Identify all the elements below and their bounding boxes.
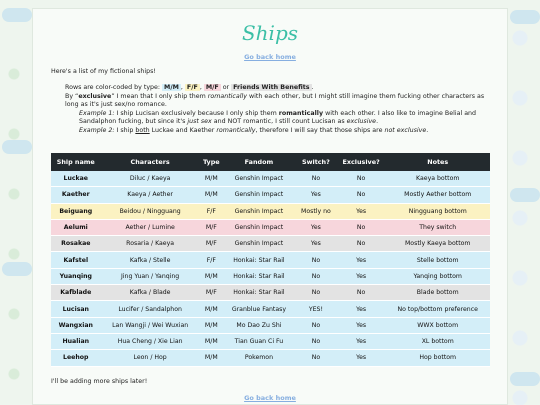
cell-fandom: Mo Dao Zu Shi bbox=[223, 317, 295, 333]
cell-notes: No top/bottom preference bbox=[385, 301, 490, 317]
cell-type: M/F bbox=[200, 236, 223, 252]
cell-exclusive: Yes bbox=[337, 252, 386, 268]
cloud-decoration bbox=[2, 140, 32, 154]
cell-fandom: Honkai: Star Rail bbox=[223, 252, 295, 268]
cell-characters: Leon / Hop bbox=[101, 350, 200, 366]
cell-notes: WWX bottom bbox=[385, 317, 490, 333]
cell-exclusive: No bbox=[337, 171, 386, 187]
back-home-link-bottom[interactable]: Go back home bbox=[244, 394, 296, 402]
cell-ship-name: Lucisan bbox=[51, 301, 101, 317]
cell-characters: Jing Yuan / Yanqing bbox=[101, 268, 200, 284]
cell-type: M/M bbox=[200, 268, 223, 284]
example-1: Example 1: I ship Lucisan exclusively because I only ship them romantically with each other. I also like to imagine Belial and Sandalphon fucking, but since it's just sex and NOT romantic, I still count Lucisan as exclusive. bbox=[79, 109, 477, 126]
cell-characters: Kaeya / Aether bbox=[101, 187, 200, 203]
cell-type: M/F bbox=[200, 285, 223, 301]
cell-switch: Yes bbox=[295, 219, 337, 235]
cell-fandom: Granblue Fantasy bbox=[223, 301, 295, 317]
cell-switch: YES! bbox=[295, 301, 337, 317]
cell-type: M/M bbox=[200, 187, 223, 203]
ships-table bbox=[51, 153, 490, 367]
cell-notes: They switch bbox=[385, 219, 490, 235]
cell-ship-name: Kafblade bbox=[51, 285, 101, 301]
table-row bbox=[51, 301, 490, 317]
cell-notes: Mostly Kaeya bottom bbox=[385, 236, 490, 252]
cell-notes: Yanqing bottom bbox=[385, 268, 490, 284]
cell-type: M/M bbox=[200, 317, 223, 333]
cell-type: M/M bbox=[200, 333, 223, 349]
cell-notes: Ningguang bottom bbox=[385, 203, 490, 219]
cloud-decoration bbox=[510, 372, 540, 386]
cell-switch: No bbox=[295, 252, 337, 268]
table-row bbox=[51, 333, 490, 349]
header-notes: Notes bbox=[385, 153, 490, 171]
tag-fwb: Friends With Benefits bbox=[233, 84, 310, 91]
cell-type: M/M bbox=[200, 171, 223, 187]
cell-exclusive: No bbox=[337, 285, 386, 301]
cell-ship-name: Kafstel bbox=[51, 252, 101, 268]
table-row bbox=[51, 350, 490, 366]
header-type: Type bbox=[200, 153, 223, 171]
cell-fandom: Honkai: Star Rail bbox=[223, 285, 295, 301]
cell-notes: Hop bottom bbox=[385, 350, 490, 366]
cell-exclusive: Yes bbox=[337, 301, 386, 317]
cell-type: F/F bbox=[200, 203, 223, 219]
cell-fandom: Genshin Impact bbox=[223, 219, 295, 235]
back-home-link-top[interactable]: Go back home bbox=[244, 53, 296, 61]
cell-characters: Rosaria / Kaeya bbox=[101, 236, 200, 252]
cell-characters: Lucifer / Sandalphon bbox=[101, 301, 200, 317]
cell-notes: Mostly Aether bottom bbox=[385, 187, 490, 203]
cell-switch: No bbox=[295, 333, 337, 349]
example-2: Example 2: I ship both Luckae and Kaether romantically, therefore I will say that those ships are not exclusive. bbox=[79, 126, 429, 134]
cell-ship-name: Leehop bbox=[51, 350, 101, 366]
cell-switch: No bbox=[295, 350, 337, 366]
cell-switch: Mostly no bbox=[295, 203, 337, 219]
table-row bbox=[51, 236, 490, 252]
cell-characters: Beidou / Ningguang bbox=[101, 203, 200, 219]
table-row bbox=[51, 187, 490, 203]
table-header-row bbox=[51, 153, 490, 171]
cell-exclusive: Yes bbox=[337, 203, 386, 219]
table-row bbox=[51, 171, 490, 187]
cell-ship-name: Rosakae bbox=[51, 236, 101, 252]
cloud-decoration bbox=[510, 188, 540, 202]
table-row bbox=[51, 219, 490, 235]
cloud-decoration bbox=[510, 10, 540, 24]
cell-exclusive: Yes bbox=[337, 268, 386, 284]
cell-fandom: Genshin Impact bbox=[223, 171, 295, 187]
cell-notes: Stelle bottom bbox=[385, 252, 490, 268]
cell-exclusive: Yes bbox=[337, 333, 386, 349]
cell-notes: Kaeya bottom bbox=[385, 171, 490, 187]
cloud-decoration bbox=[2, 8, 32, 22]
cell-notes: XL bottom bbox=[385, 333, 490, 349]
table-row bbox=[51, 268, 490, 284]
cell-notes: Blade bottom bbox=[385, 285, 490, 301]
tag-mf: M/F bbox=[205, 84, 219, 91]
cell-type: F/F bbox=[200, 252, 223, 268]
cell-switch: Yes bbox=[295, 236, 337, 252]
cell-fandom: Honkai: Star Rail bbox=[223, 268, 295, 284]
cell-switch: Yes bbox=[295, 187, 337, 203]
cell-fandom: Tian Guan Ci Fu bbox=[223, 333, 295, 349]
cell-type: M/F bbox=[200, 219, 223, 235]
cloud-decoration bbox=[2, 262, 32, 276]
cell-type: M/M bbox=[200, 301, 223, 317]
cell-characters: Kafka / Stelle bbox=[101, 252, 200, 268]
cell-exclusive: Yes bbox=[337, 350, 386, 366]
outro-text: I'll be adding more ships later! bbox=[51, 378, 148, 385]
table-row bbox=[51, 317, 490, 333]
cell-ship-name: Kaether bbox=[51, 187, 101, 203]
cell-ship-name: Aelumi bbox=[51, 219, 101, 235]
cell-switch: No bbox=[295, 268, 337, 284]
table-row bbox=[51, 285, 490, 301]
header-ship-name: Ship name bbox=[51, 153, 101, 171]
cell-exclusive: No bbox=[337, 219, 386, 235]
cell-type: M/M bbox=[200, 350, 223, 366]
header-fandom: Fandom bbox=[223, 153, 295, 171]
cell-characters: Aether / Lumine bbox=[101, 219, 200, 235]
info-block bbox=[65, 84, 485, 136]
cell-fandom: Pokemon bbox=[223, 350, 295, 366]
cell-characters: Kafka / Blade bbox=[101, 285, 200, 301]
cell-fandom: Genshin Impact bbox=[223, 236, 295, 252]
cell-switch: No bbox=[295, 317, 337, 333]
color-code-note: Rows are color-coded by type: M/M , F/F , M/F or Friends With Benefits . bbox=[65, 84, 314, 91]
intro-text: Here's a list of my fictional ships! bbox=[51, 68, 156, 75]
cell-fandom: Genshin Impact bbox=[223, 187, 295, 203]
cell-exclusive: No bbox=[337, 187, 386, 203]
cell-ship-name: Luckae bbox=[51, 171, 101, 187]
content-panel bbox=[32, 8, 508, 405]
tag-ff: F/F bbox=[186, 84, 198, 91]
exclusive-note: By “exclusive” I mean that I only ship them romantically with each other, but I might still imagine them fucking other characters as long as it's just sex/no romance. bbox=[65, 92, 485, 109]
tag-mm: M/M bbox=[164, 84, 179, 91]
page-title: Ships bbox=[241, 21, 299, 45]
cell-ship-name: Wangxian bbox=[51, 317, 101, 333]
cell-characters: Hua Cheng / Xie Lian bbox=[101, 333, 200, 349]
cell-ship-name: Yuanqing bbox=[51, 268, 101, 284]
header-switch: Switch? bbox=[295, 153, 337, 171]
cell-exclusive: Yes bbox=[337, 317, 386, 333]
cell-ship-name: Hualian bbox=[51, 333, 101, 349]
cell-characters: Diluc / Kaeya bbox=[101, 171, 200, 187]
header-exclusive: Exclusive? bbox=[337, 153, 386, 171]
table-row bbox=[51, 203, 490, 219]
cell-switch: No bbox=[295, 285, 337, 301]
table-row bbox=[51, 252, 490, 268]
cell-ship-name: Beiguang bbox=[51, 203, 101, 219]
cell-fandom: Genshin Impact bbox=[223, 203, 295, 219]
cell-characters: Lan Wangji / Wei Wuxian bbox=[101, 317, 200, 333]
cell-switch: No bbox=[295, 171, 337, 187]
cell-exclusive: No bbox=[337, 236, 386, 252]
header-characters: Characters bbox=[101, 153, 200, 171]
